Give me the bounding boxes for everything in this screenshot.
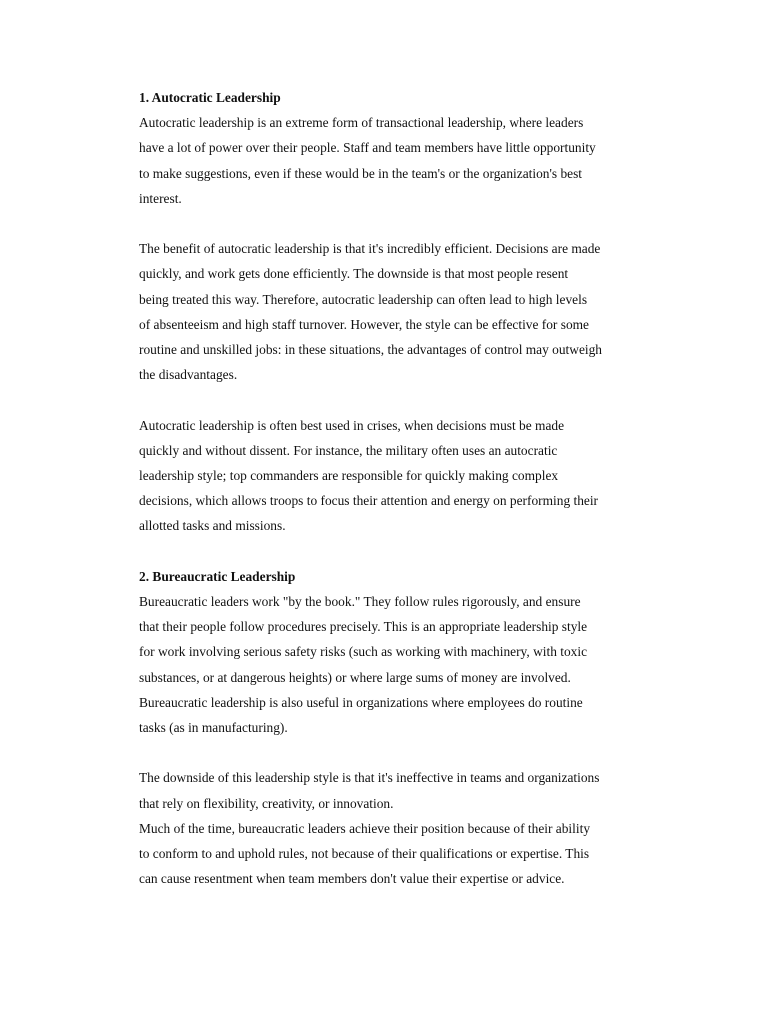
text-line: the disadvantages.	[139, 367, 238, 383]
section-heading-bureaucratic: 2. Bureaucratic Leadership	[139, 568, 296, 584]
text-line: allotted tasks and missions.	[139, 518, 286, 534]
text-line: quickly and without dissent. For instance, the military often uses an autocratic	[139, 442, 558, 458]
text-line: for work involving serious safety risks (such as working with machinery, with toxic	[139, 644, 588, 660]
text-line: tasks (as in manufacturing).	[139, 720, 288, 736]
text-line: that their people follow procedures precisely. This is an appropriate leadership style	[139, 619, 588, 635]
text-line: decisions, which allows troops to focus their attention and energy on performing their	[139, 493, 599, 509]
paragraph-gap	[139, 539, 679, 564]
text-line: quickly, and work gets done efficiently. The downside is that most people resent	[139, 266, 569, 282]
document-page	[139, 85, 679, 891]
text-line: Much of the time, bureaucratic leaders achieve their position because of their ability	[139, 820, 591, 836]
paragraph-gap	[139, 211, 679, 236]
text-line: can cause resentment when team members don't value their expertise or advice.	[139, 871, 565, 887]
text-line: being treated this way. Therefore, autocratic leadership can often lead to high levels	[139, 291, 588, 307]
text-line: Autocratic leadership is an extreme form of transactional leadership, where leaders	[139, 115, 584, 131]
paragraph-gap	[139, 387, 679, 412]
section-heading-autocratic: 1. Autocratic Leadership	[139, 90, 281, 105]
paragraph-autocratic-benefit	[139, 236, 679, 387]
text-line: that rely on flexibility, creativity, or innovation.	[139, 795, 394, 811]
text-line: of absenteeism and high staff turnover. However, the style can be effective for some	[139, 316, 590, 332]
paragraph-autocratic-crises	[139, 413, 679, 539]
text-line: Autocratic leadership is often best used in crises, when decisions must be made	[139, 417, 565, 433]
paragraph-bureaucratic-definition	[139, 589, 679, 740]
text-line: Bureaucratic leaders work "by the book." They follow rules rigorously, and ensure	[139, 594, 581, 610]
text-line: interest.	[139, 190, 182, 206]
paragraph-gap	[139, 740, 679, 765]
text-line: substances, or at dangerous heights) or where large sums of money are involved.	[139, 669, 571, 685]
text-line: to make suggestions, even if these would be in the team's or the organization's best	[139, 165, 583, 181]
paragraph-autocratic-definition	[139, 110, 679, 211]
text-line: The downside of this leadership style is that it's ineffective in teams and organizations	[139, 770, 600, 786]
text-line: The benefit of autocratic leadership is that it's incredibly efficient. Decisions are made	[139, 241, 601, 257]
text-line: Bureaucratic leadership is also useful in organizations where employees do routine	[139, 694, 583, 710]
text-line: have a lot of power over their people. Staff and team members have little opportunity	[139, 140, 596, 156]
paragraph-bureaucratic-downside	[139, 765, 679, 815]
text-line: leadership style; top commanders are responsible for quickly making complex	[139, 468, 559, 484]
text-line: to conform to and uphold rules, not because of their qualifications or expertise. This	[139, 846, 590, 862]
text-line: routine and unskilled jobs: in these situations, the advantages of control may outweigh	[139, 342, 603, 358]
paragraph-bureaucratic-position	[139, 816, 679, 892]
